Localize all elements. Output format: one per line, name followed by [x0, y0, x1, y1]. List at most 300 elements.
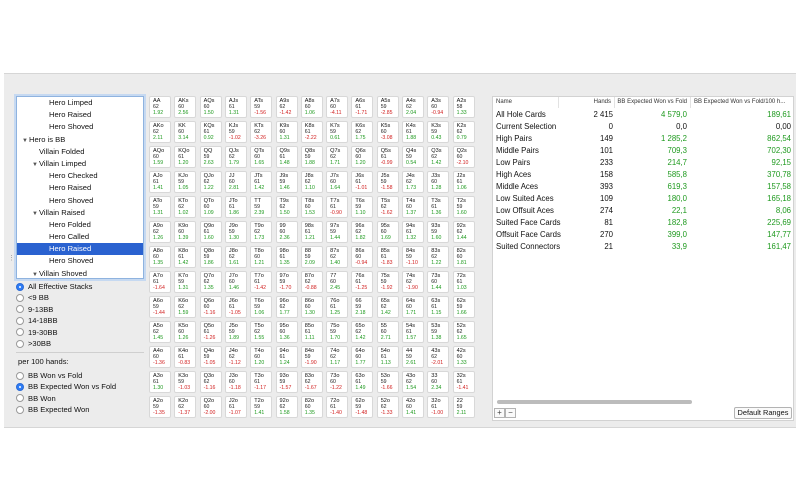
- hand-cell[interactable]: [402, 121, 424, 143]
- col-header-hands[interactable]: Hands: [559, 97, 615, 108]
- hand-cell[interactable]: [276, 246, 298, 268]
- hand-count: 59: [254, 304, 260, 311]
- hand-cell[interactable]: [326, 371, 348, 393]
- hand-name: 65s: [380, 298, 390, 304]
- hand-cell[interactable]: [402, 171, 424, 193]
- hand-cell[interactable]: [427, 96, 449, 118]
- hand-value: 1.77: [355, 360, 366, 367]
- hand-cell[interactable]: [402, 96, 424, 118]
- hand-count: 61: [228, 204, 235, 211]
- hand-cell[interactable]: [149, 196, 171, 218]
- hand-value: 1.53: [304, 210, 315, 217]
- hand-cell[interactable]: [351, 246, 373, 268]
- hand-cell[interactable]: [276, 321, 298, 343]
- table-row[interactable]: [493, 133, 793, 145]
- tree-item[interactable]: [17, 170, 143, 182]
- hand-cell[interactable]: [276, 121, 298, 143]
- disclosure-triangle-icon[interactable]: ▼: [32, 210, 38, 217]
- stacks-option[interactable]: [16, 281, 92, 292]
- hand-cell[interactable]: [200, 396, 222, 418]
- hand-cell[interactable]: [453, 371, 475, 393]
- hand-name: AKo: [153, 123, 164, 129]
- tree-item[interactable]: [17, 195, 143, 207]
- hand-cell[interactable]: [200, 171, 222, 193]
- hand-cell[interactable]: [453, 171, 475, 193]
- hand-cell[interactable]: [453, 321, 475, 343]
- hand-cell[interactable]: [225, 146, 247, 168]
- hand-cell[interactable]: [174, 296, 196, 318]
- hand-cell[interactable]: [453, 121, 475, 143]
- hand-value: 1.42: [380, 310, 391, 317]
- hand-cell[interactable]: [453, 221, 475, 243]
- tree-item[interactable]: [17, 182, 143, 194]
- hand-cell[interactable]: [250, 146, 272, 168]
- radio-button[interactable]: [16, 394, 24, 402]
- table-row[interactable]: [493, 229, 793, 241]
- radio-button[interactable]: [16, 372, 24, 380]
- hand-cell[interactable]: [427, 371, 449, 393]
- hand-cell[interactable]: [402, 346, 424, 368]
- hand-cell[interactable]: [326, 246, 348, 268]
- hand-cell[interactable]: [149, 246, 171, 268]
- table-row[interactable]: [493, 181, 793, 193]
- hand-value: 1.92: [153, 110, 164, 117]
- hand-cell[interactable]: [200, 96, 222, 118]
- hand-value: -3.26: [254, 135, 267, 142]
- table-row[interactable]: [493, 205, 793, 217]
- hand-cell[interactable]: [326, 271, 348, 293]
- hand-cell[interactable]: [402, 396, 424, 418]
- hand-cell[interactable]: [276, 296, 298, 318]
- hand-cell[interactable]: [200, 371, 222, 393]
- hand-cell[interactable]: [351, 221, 373, 243]
- tree-item[interactable]: [17, 268, 143, 279]
- horizontal-scrollbar[interactable]: [497, 400, 692, 404]
- hand-value: 1.13: [380, 360, 391, 367]
- hand-cell[interactable]: [326, 396, 348, 418]
- table-row[interactable]: [493, 169, 793, 181]
- hand-name: J8s: [304, 173, 314, 179]
- hand-count: 60: [330, 179, 336, 186]
- metrics-option[interactable]: [16, 404, 116, 415]
- hand-cell[interactable]: [225, 271, 247, 293]
- hand-count: 61: [203, 129, 210, 136]
- hand-cell[interactable]: [200, 346, 222, 368]
- hand-cell[interactable]: [250, 396, 272, 418]
- hand-cell[interactable]: [301, 321, 323, 343]
- hand-cell[interactable]: [250, 96, 272, 118]
- hand-name: 86o: [304, 298, 315, 304]
- hand-cell[interactable]: [326, 121, 348, 143]
- stacks-option[interactable]: [16, 292, 92, 303]
- hand-cell[interactable]: [250, 196, 272, 218]
- cell-won100: 92,15: [771, 158, 791, 167]
- hand-cell[interactable]: [225, 121, 247, 143]
- hand-count: 62: [431, 354, 438, 361]
- hand-cell[interactable]: [301, 121, 323, 143]
- stacks-option[interactable]: [16, 338, 92, 349]
- hand-cell[interactable]: [427, 321, 449, 343]
- col-header-name[interactable]: Name: [493, 97, 559, 108]
- hand-cell[interactable]: [250, 371, 272, 393]
- radio-button[interactable]: [16, 305, 24, 313]
- hand-count: 59: [380, 179, 387, 186]
- hand-cell[interactable]: [174, 371, 196, 393]
- hand-value: 1.46: [279, 185, 290, 192]
- hand-cell[interactable]: [276, 346, 298, 368]
- hand-cell[interactable]: [301, 146, 323, 168]
- hand-cell[interactable]: [250, 346, 272, 368]
- hand-cell[interactable]: [402, 321, 424, 343]
- hand-cell[interactable]: [351, 171, 373, 193]
- hand-cell[interactable]: [377, 221, 399, 243]
- hand-cell[interactable]: [402, 296, 424, 318]
- hand-cell[interactable]: [377, 146, 399, 168]
- hand-name: Q7s: [330, 148, 341, 154]
- hand-cell[interactable]: [250, 321, 272, 343]
- tree-item[interactable]: [17, 158, 143, 170]
- hand-cell[interactable]: [174, 196, 196, 218]
- hand-cell[interactable]: [276, 196, 298, 218]
- radio-button[interactable]: [16, 283, 24, 291]
- hand-cell[interactable]: [174, 121, 196, 143]
- hand-count: 62: [279, 304, 286, 311]
- add-range-button[interactable]: +: [494, 408, 505, 418]
- hand-cell[interactable]: [453, 296, 475, 318]
- col-header-expected-won-100[interactable]: BB Expected Won vs Fold/100 h...: [694, 99, 786, 105]
- hand-count: 62: [254, 129, 260, 136]
- hand-cell[interactable]: [377, 296, 399, 318]
- hand-cell[interactable]: [276, 96, 298, 118]
- radio-button[interactable]: [16, 406, 24, 414]
- hand-cell[interactable]: [326, 321, 348, 343]
- hand-cell[interactable]: [377, 321, 399, 343]
- table-row[interactable]: [493, 121, 793, 133]
- hand-cell[interactable]: [402, 371, 424, 393]
- cell-hands: 270: [599, 230, 613, 239]
- hand-cell[interactable]: [225, 196, 247, 218]
- hand-cell[interactable]: [427, 296, 449, 318]
- hand-value: 1.81: [456, 260, 467, 267]
- table-row[interactable]: [493, 217, 793, 229]
- hand-cell[interactable]: [149, 96, 171, 118]
- hand-cell[interactable]: [427, 221, 449, 243]
- hand-cell[interactable]: [326, 171, 348, 193]
- hand-cell[interactable]: [301, 196, 323, 218]
- hand-count: 60: [254, 354, 260, 361]
- hand-count: 62: [153, 129, 159, 136]
- hand-cell[interactable]: [174, 271, 196, 293]
- hand-cell[interactable]: [427, 246, 449, 268]
- hand-cell[interactable]: [377, 346, 399, 368]
- hand-cell[interactable]: [427, 171, 449, 193]
- situation-tree[interactable]: [16, 96, 144, 279]
- hand-name: A3s: [431, 98, 441, 104]
- table-row[interactable]: [493, 241, 793, 253]
- radio-button[interactable]: [16, 340, 24, 348]
- hand-cell[interactable]: [149, 171, 171, 193]
- hand-cell[interactable]: [250, 246, 272, 268]
- hand-cell[interactable]: [174, 96, 196, 118]
- hand-cell[interactable]: [174, 246, 196, 268]
- hand-cell[interactable]: [351, 346, 373, 368]
- cell-won100: 0,00: [775, 122, 791, 131]
- hand-cell[interactable]: [174, 146, 196, 168]
- tree-item[interactable]: [17, 134, 143, 146]
- hand-cell[interactable]: [149, 321, 171, 343]
- radio-button[interactable]: [16, 294, 24, 302]
- hand-cell[interactable]: [301, 296, 323, 318]
- hand-cell[interactable]: [326, 196, 348, 218]
- hand-value: -1.03: [178, 385, 191, 392]
- stacks-option[interactable]: [16, 304, 92, 315]
- tree-item[interactable]: [17, 231, 143, 243]
- hand-cell[interactable]: [351, 196, 373, 218]
- metrics-option[interactable]: [16, 393, 116, 404]
- hand-value: 1.71: [330, 160, 341, 167]
- hand-cell[interactable]: [276, 221, 298, 243]
- hand-cell[interactable]: [174, 171, 196, 193]
- hand-count: 59: [456, 404, 463, 411]
- hand-cell[interactable]: [200, 296, 222, 318]
- tree-item[interactable]: [17, 121, 143, 133]
- hand-cell[interactable]: [225, 321, 247, 343]
- hand-count: 62: [304, 379, 311, 386]
- hand-cell[interactable]: [377, 246, 399, 268]
- hand-value: -1.18: [228, 385, 241, 392]
- hand-cell[interactable]: [276, 146, 298, 168]
- disclosure-triangle-icon[interactable]: ▼: [32, 271, 38, 278]
- hand-cell[interactable]: [276, 171, 298, 193]
- hand-cell[interactable]: [326, 146, 348, 168]
- hand-cell[interactable]: [351, 271, 373, 293]
- hand-cell[interactable]: [351, 396, 373, 418]
- hand-cell[interactable]: [250, 296, 272, 318]
- cell-won: 399,0: [667, 230, 687, 239]
- hand-cell[interactable]: [301, 346, 323, 368]
- hand-cell[interactable]: [200, 246, 222, 268]
- hand-cell[interactable]: [453, 196, 475, 218]
- hand-cell[interactable]: [402, 271, 424, 293]
- hand-cell[interactable]: [351, 296, 373, 318]
- hand-count: 61: [279, 154, 286, 161]
- hand-cell[interactable]: [301, 396, 323, 418]
- hand-cell[interactable]: [427, 396, 449, 418]
- hand-count: 61: [254, 179, 260, 186]
- hand-cell[interactable]: [301, 271, 323, 293]
- radio-button[interactable]: [16, 328, 24, 336]
- tree-item[interactable]: [17, 97, 143, 109]
- radio-button[interactable]: [16, 317, 24, 325]
- hand-cell[interactable]: [200, 221, 222, 243]
- hand-cell[interactable]: [225, 96, 247, 118]
- hand-cell[interactable]: [377, 371, 399, 393]
- hand-cell[interactable]: [427, 346, 449, 368]
- per100-label: per 100 hands:: [18, 357, 69, 366]
- metrics-option[interactable]: [16, 370, 116, 381]
- hand-value: -1.10: [406, 260, 418, 267]
- hand-value: 1.55: [254, 335, 265, 342]
- hand-cell[interactable]: [149, 121, 171, 143]
- hand-cell[interactable]: [326, 346, 348, 368]
- hand-cell[interactable]: [174, 221, 196, 243]
- hand-count: 61: [178, 254, 185, 261]
- tree-item[interactable]: [17, 207, 143, 219]
- hand-name: K9o: [178, 223, 189, 229]
- hand-cell[interactable]: [351, 321, 373, 343]
- hand-cell[interactable]: [453, 146, 475, 168]
- hand-cell[interactable]: [377, 121, 399, 143]
- hand-cell[interactable]: [225, 346, 247, 368]
- tree-item[interactable]: [17, 146, 143, 158]
- hand-cell[interactable]: [250, 271, 272, 293]
- hand-cell[interactable]: [326, 221, 348, 243]
- hand-cell[interactable]: [351, 146, 373, 168]
- hand-count: 60: [431, 379, 438, 386]
- default-ranges-button[interactable]: Default Ranges: [734, 407, 792, 419]
- hand-cell[interactable]: [301, 221, 323, 243]
- hand-cell[interactable]: [225, 221, 247, 243]
- hand-cell[interactable]: [377, 196, 399, 218]
- hand-cell[interactable]: [149, 396, 171, 418]
- tree-item[interactable]: [17, 243, 143, 255]
- hand-name: 73o: [330, 373, 340, 379]
- hand-value: 0.92: [203, 135, 214, 142]
- tree-item[interactable]: [17, 219, 143, 231]
- hand-cell[interactable]: [200, 271, 222, 293]
- hand-cell[interactable]: [149, 221, 171, 243]
- hand-cell[interactable]: [149, 296, 171, 318]
- hand-cell[interactable]: [174, 346, 196, 368]
- hand-cell[interactable]: [225, 246, 247, 268]
- hand-value: 1.41: [406, 410, 417, 417]
- table-row[interactable]: [493, 109, 793, 121]
- disclosure-triangle-icon[interactable]: ▼: [32, 161, 38, 168]
- tree-item-label: Villain Folded: [39, 146, 85, 156]
- hand-cell[interactable]: [402, 221, 424, 243]
- hand-cell[interactable]: [427, 121, 449, 143]
- tree-item[interactable]: [17, 255, 143, 267]
- hand-cell[interactable]: [377, 171, 399, 193]
- hand-cell[interactable]: [402, 196, 424, 218]
- metrics-option[interactable]: [16, 381, 116, 392]
- hand-name: J4s: [406, 173, 415, 179]
- hand-name: T5o: [254, 323, 264, 329]
- hand-cell[interactable]: [427, 146, 449, 168]
- hand-cell[interactable]: [453, 346, 475, 368]
- hand-cell[interactable]: [200, 196, 222, 218]
- hand-cell[interactable]: [200, 146, 222, 168]
- hand-cell[interactable]: [351, 96, 373, 118]
- hand-cell[interactable]: [149, 271, 171, 293]
- hand-cell[interactable]: [453, 96, 475, 118]
- hand-cell[interactable]: [225, 396, 247, 418]
- hand-cell[interactable]: [276, 371, 298, 393]
- hand-name: 95o: [279, 323, 289, 329]
- stacks-option[interactable]: [16, 327, 92, 338]
- hand-cell[interactable]: [402, 146, 424, 168]
- cell-hands: 101: [599, 146, 613, 155]
- hand-cell[interactable]: [377, 271, 399, 293]
- hand-value: 1.82: [355, 235, 366, 242]
- hand-cell[interactable]: [377, 96, 399, 118]
- hand-value: -3.08: [380, 135, 393, 142]
- hand-cell[interactable]: [225, 171, 247, 193]
- hand-cell[interactable]: [276, 271, 298, 293]
- hand-name: T9o: [254, 223, 264, 229]
- hand-cell[interactable]: [149, 371, 171, 393]
- hand-count: 60: [380, 329, 387, 336]
- hand-cell[interactable]: [301, 371, 323, 393]
- hand-name: T7o: [254, 273, 264, 279]
- hand-cell[interactable]: [402, 246, 424, 268]
- hand-count: 61: [178, 354, 185, 361]
- hand-cell[interactable]: [250, 221, 272, 243]
- hand-cell[interactable]: [200, 121, 222, 143]
- hand-cell[interactable]: [225, 371, 247, 393]
- hand-value: 2.18: [355, 310, 366, 317]
- disclosure-triangle-icon[interactable]: ▼: [22, 137, 28, 144]
- tree-item[interactable]: [17, 109, 143, 121]
- hand-cell[interactable]: [174, 396, 196, 418]
- hand-cell[interactable]: [200, 321, 222, 343]
- hand-name: 85s: [380, 248, 390, 254]
- hand-cell[interactable]: [453, 246, 475, 268]
- hand-cell[interactable]: [351, 371, 373, 393]
- radio-button[interactable]: [16, 383, 24, 391]
- option-label: BB Expected Won: [28, 405, 90, 415]
- hand-count: 60: [228, 379, 235, 386]
- hand-cell[interactable]: [301, 171, 323, 193]
- table-row[interactable]: [493, 157, 793, 169]
- hand-cell[interactable]: [427, 196, 449, 218]
- hand-name: KJo: [178, 173, 188, 179]
- hand-count: 59: [279, 179, 286, 186]
- hand-cell[interactable]: [427, 271, 449, 293]
- hand-cell[interactable]: [301, 96, 323, 118]
- hand-count: 62: [406, 179, 412, 186]
- hand-cell[interactable]: [351, 121, 373, 143]
- hand-cell[interactable]: [149, 146, 171, 168]
- hand-name: 74s: [406, 273, 416, 279]
- hand-name: 95s: [380, 223, 390, 229]
- col-header-expected-won[interactable]: BB Expected Won vs Fold: [615, 97, 691, 108]
- hand-value: -0.94: [431, 110, 444, 117]
- hand-cell[interactable]: [174, 321, 196, 343]
- hand-cell[interactable]: [250, 121, 272, 143]
- hand-cell[interactable]: [250, 171, 272, 193]
- table-row[interactable]: [493, 145, 793, 157]
- hand-cell[interactable]: [225, 296, 247, 318]
- remove-range-button[interactable]: −: [505, 408, 516, 418]
- hand-cell[interactable]: [301, 246, 323, 268]
- table-row[interactable]: [493, 193, 793, 205]
- hand-cell[interactable]: [453, 271, 475, 293]
- hand-cell[interactable]: [326, 296, 348, 318]
- hand-cell[interactable]: [326, 96, 348, 118]
- hand-cell[interactable]: [377, 396, 399, 418]
- hand-name: A8o: [153, 248, 163, 254]
- hand-cell[interactable]: [149, 346, 171, 368]
- resize-grip-icon[interactable]: ⋮: [8, 255, 15, 262]
- hand-value: 0.54: [406, 160, 417, 167]
- hand-name: 93o: [279, 373, 289, 379]
- hand-cell[interactable]: [276, 396, 298, 418]
- hand-name: JTo: [228, 198, 238, 204]
- hand-cell[interactable]: [453, 396, 475, 418]
- hand-name: 33: [431, 373, 438, 379]
- stacks-option[interactable]: [16, 315, 92, 326]
